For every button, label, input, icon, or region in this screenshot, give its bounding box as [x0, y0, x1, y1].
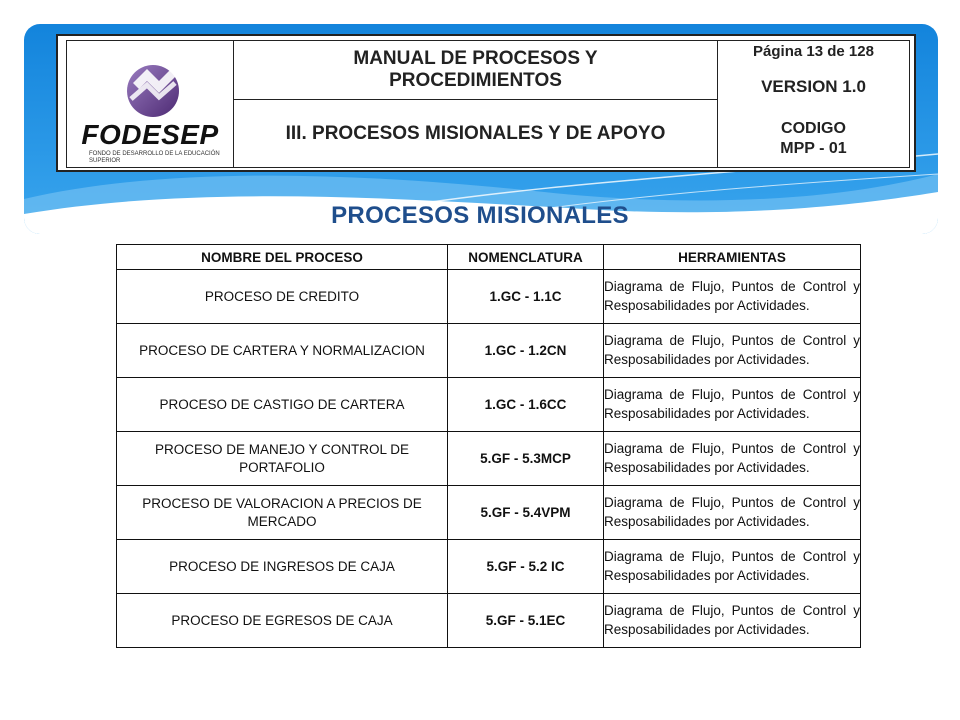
document-meta	[718, 40, 910, 168]
process-name-cell: PROCESO DE CREDITO	[117, 270, 448, 324]
page-number: Página 13 de 128	[753, 43, 874, 60]
process-code-cell: 1.GC - 1.2CN	[448, 324, 604, 378]
process-code-cell: 5.GF - 5.2 IC	[448, 540, 604, 594]
table-row	[117, 432, 861, 486]
process-tools-cell: Diagrama de Flujo, Puntos de Control y Resposabilidades por Actividades.	[604, 378, 861, 432]
logo-brand-text: FODESEP	[81, 119, 219, 150]
code-block	[718, 119, 909, 159]
document-subtitle: III. PROCESOS MISIONALES Y DE APOYO	[234, 100, 718, 168]
table-row	[117, 540, 861, 594]
table-row	[117, 594, 861, 648]
process-code-cell: 5.GF - 5.3MCP	[448, 432, 604, 486]
process-tools-cell: Diagrama de Flujo, Puntos de Control y Resposabilidades por Actividades.	[604, 324, 861, 378]
process-code-cell: 5.GF - 5.4VPM	[448, 486, 604, 540]
process-tools-cell: Diagrama de Flujo, Puntos de Control y Resposabilidades por Actividades.	[604, 540, 861, 594]
version-label: VERSION 1.0	[761, 77, 866, 96]
document-title: MANUAL DE PROCESOS Y PROCEDIMIENTOS	[234, 40, 718, 100]
process-name-cell: PROCESO DE INGRESOS DE CAJA	[117, 540, 448, 594]
process-code-cell: 5.GF - 5.1EC	[448, 594, 604, 648]
process-table	[116, 244, 861, 648]
process-name-cell: PROCESO DE VALORACION A PRECIOS DE MERCADO	[117, 486, 448, 540]
process-code-cell: 1.GC - 1.6CC	[448, 378, 604, 432]
process-tools-cell: Diagrama de Flujo, Puntos de Control y Resposabilidades por Actividades.	[604, 594, 861, 648]
table-row	[117, 486, 861, 540]
section-title: PROCESOS MISIONALES	[331, 202, 629, 229]
process-name-cell: PROCESO DE MANEJO Y CONTROL DE PORTAFOLIO	[117, 432, 448, 486]
process-tools-cell: Diagrama de Flujo, Puntos de Control y Resposabilidades por Actividades.	[604, 270, 861, 324]
fodesep-logo	[66, 40, 234, 168]
process-name-cell: PROCESO DE CARTERA Y NORMALIZACION	[117, 324, 448, 378]
table-row	[117, 324, 861, 378]
table-header-row	[117, 245, 861, 270]
process-name-cell: PROCESO DE EGRESOS DE CAJA	[117, 594, 448, 648]
document-header	[56, 34, 916, 172]
table-row	[117, 270, 861, 324]
column-header-code: NOMENCLATURA	[448, 245, 604, 270]
process-tools-cell: Diagrama de Flujo, Puntos de Control y Resposabilidades por Actividades.	[604, 432, 861, 486]
process-code-cell: 1.GC - 1.1C	[448, 270, 604, 324]
process-tools-cell: Diagrama de Flujo, Puntos de Control y Resposabilidades por Actividades.	[604, 486, 861, 540]
column-header-tools: HERRAMIENTAS	[604, 245, 861, 270]
logo-emblem-icon	[67, 41, 235, 121]
table-row	[117, 378, 861, 432]
code-label: CODIGO	[781, 120, 846, 137]
process-name-cell: PROCESO DE CASTIGO DE CARTERA	[117, 378, 448, 432]
column-header-name: NOMBRE DEL PROCESO	[117, 245, 448, 270]
code-value: MPP - 01	[780, 140, 847, 157]
logo-brand-subtitle: FONDO DE DESARROLLO DE LA EDUCACIÓN SUPERIOR	[89, 151, 220, 164]
